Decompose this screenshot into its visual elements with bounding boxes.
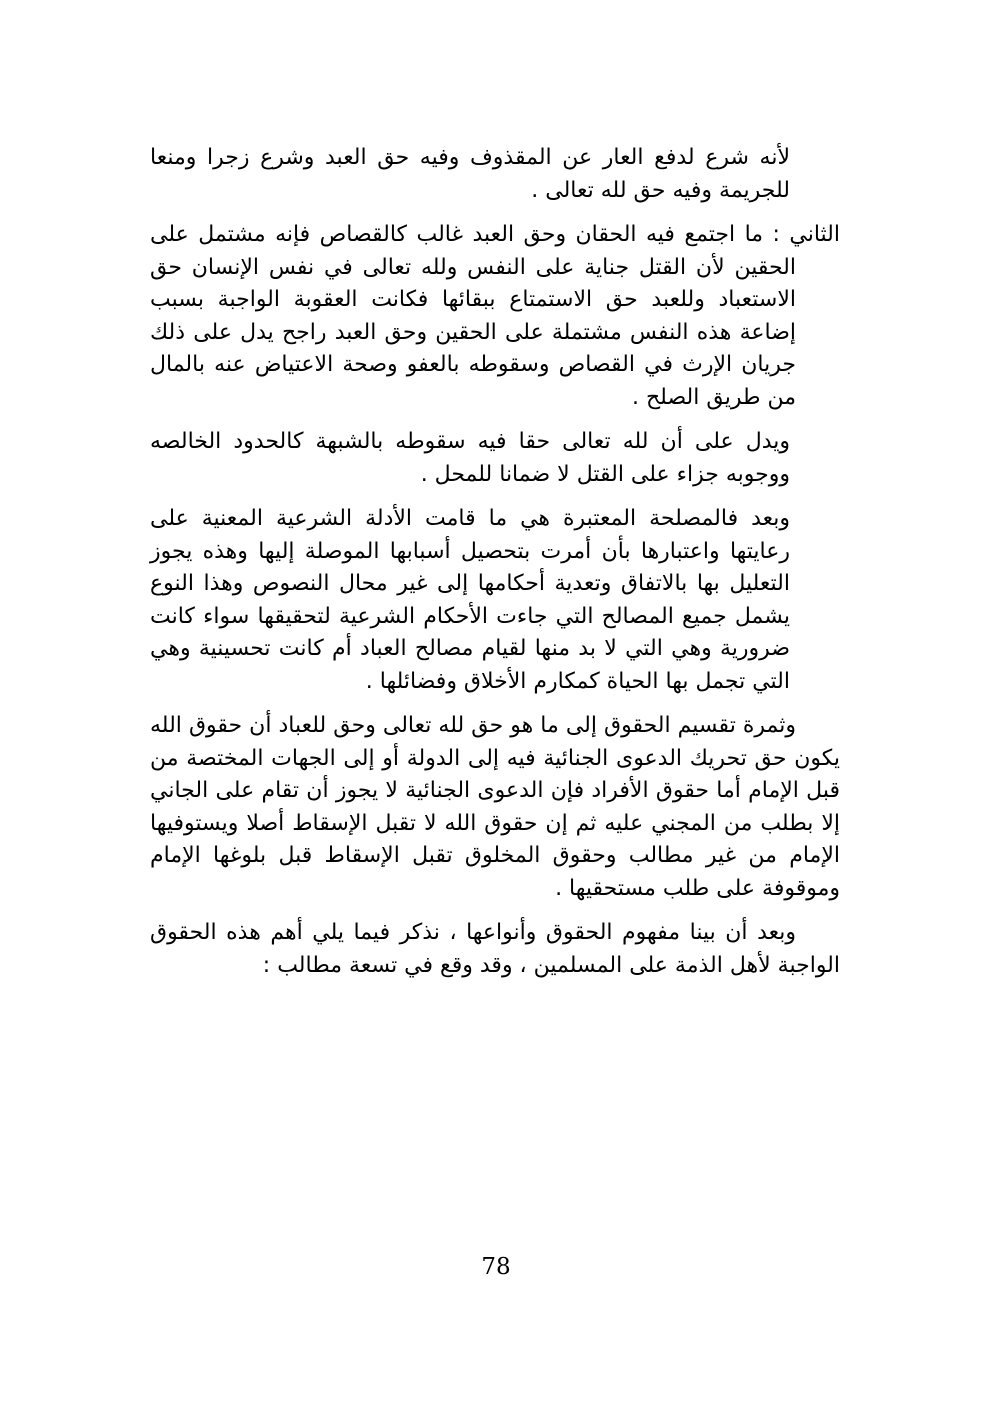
paragraph-3: ويدل على أن لله تعالى حقا فيه سقوطه بالشبهة كالحدود الخالصه ووجوبه جزاء على القتل لا ضمانا للمحل . <box>150 429 790 487</box>
paragraph-6: وبعد أن بينا مفهوم الحقوق وأنواعها ، نذكر فيما يلي أهم هذه الحقوق الواجبة لأهل الذمة على المسلمين ، وقد وقع في تسعة مطالب : <box>150 920 840 978</box>
paragraph-1: لأنه شرع لدفع العار عن المقذوف وفيه حق العبد وشرع زجرا ومنعا للجريمة وفيه حق لله تعالى . <box>150 145 790 203</box>
page-body-text <box>150 142 840 994</box>
paragraph-5: وثمرة تقسيم الحقوق إلى ما هو حق لله تعالى وحق للعباد أن حقوق الله يكون حق تحريك الدعوى الجنائية فيه إلى الدولة أو إلى الجهات المختصة من قبل الإمام أما حقوق الأفراد فإن الدعوى الجنائية لا يجوز أن تقام على الجاني إلا بطلب من المجني عليه ثم إن حقوق الله لا تقبل الإسقاط أصلا ويستوفيها الإمام من غير مطالب وحقوق المخلوق تقبل الإسقاط قبل بلوغها الإمام وموقوفة على طلب مستحقيها . <box>150 713 840 901</box>
paragraph-4: وبعد فالمصلحة المعتبرة هي ما قامت الأدلة الشرعية المعنية على رعايتها واعتبارها بأن أمرت بتحصيل أسبابها الموصلة إليها وهذه يجوز التعليل بها بالاتفاق وتعدية أحكامها إلى غير محال النصوص وهذا النوع يشمل جميع المصالح التي جاءت الأحكام الشرعية لتحقيقها سواء كانت ضرورية وهي التي لا بد منها لقيام مصالح العباد أم كانت تحسينية وهي التي تجمل بها الحياة كمكارم الأخلاق وفضائلها . <box>150 506 790 694</box>
paragraph-2: الثاني : ما اجتمع فيه الحقان وحق العبد غالب كالقصاص فإنه مشتمل على الحقين لأن القتل جناية على النفس ولله تعالى في نفس الإنسان حق الاستعباد وللعبد حق الاستمتاع ببقائها فكانت العقوبة الواجبة بسبب إضاعة هذه النفس مشتملة على الحقين وحق العبد راجح يدل على ذلك جريان الإرث في القصاص وسقوطه بالعفو وصحة الاعتياض عنه بالمال من طريق الصلح . <box>150 222 840 410</box>
page-number: 78 <box>481 1254 511 1280</box>
